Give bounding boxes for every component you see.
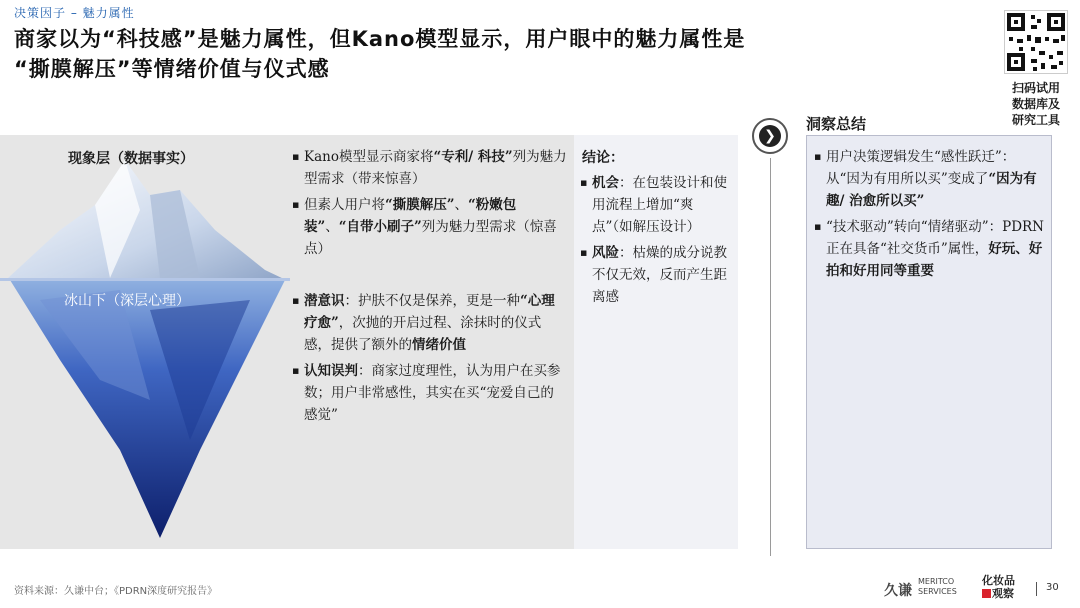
source-note: 资料来源：久谦中台；《PDRN深度研究报告》 (14, 586, 218, 597)
chevron-right-icon[interactable]: ❯ (752, 118, 788, 154)
page-separator (1036, 582, 1037, 596)
title-line-1: 商家以为“科技感”是魅力属性，但Kano模型显示，用户眼中的魅力属性是 (14, 27, 746, 51)
page-title (14, 24, 894, 84)
iceberg-label-below: 冰山下（深层心理） (64, 293, 190, 309)
list-item: ▪ 认知误判：商家过度理性，认为用户在买参数；用户非常感性，其实在买“宠爱自己的感觉” (292, 360, 562, 426)
conclusion-list (580, 172, 732, 312)
list-item: ▪ “技术驱动”转向“情绪驱动”：PDRN正在具备“社交货币”属性，好玩、好拍和好用同等重要 (814, 216, 1046, 282)
insight-label: 洞察总结 (806, 115, 867, 133)
divider (770, 158, 771, 556)
list-item: ▪ 风险：枯燥的成分说教不仅无效，反而产生距离感 (580, 242, 732, 308)
list-item: ▪ 用户决策逻辑发生“感性跃迁”：从“因为有用所以买”变成了“因为有趣/ 治愈所以买” (814, 146, 1046, 212)
insight-list (814, 146, 1046, 286)
breadcrumb: 决策因子 – 魅力属性 (14, 6, 135, 20)
deep-psychology-list (292, 290, 562, 430)
conclusion-title: 结论： (582, 150, 624, 166)
page-number: 30 (1046, 582, 1059, 593)
iceberg-label-above: 现象层（数据事实） (68, 151, 194, 167)
iceberg-illustration (0, 150, 290, 542)
title-line-2: “撕膜解压”等情绪价值与仪式感 (14, 57, 330, 81)
list-item: ▪ 机会：在包装设计和使用流程上增加“爽点”（如解压设计） (580, 172, 732, 238)
list-item: ▪ Kano模型显示商家将“专利/ 科技”列为魅力型需求（带来惊喜） (292, 146, 568, 190)
list-item: ▪ 潜意识：护肤不仅是保养，更是一种“心理疗愈”，次抛的开启过程、涂抹时的仪式感，提供了额外的情绪价值 (292, 290, 562, 356)
qr-caption: 扫码试用 数据库及 研究工具 (1011, 81, 1060, 127)
meritco-logo: 久谦 (884, 583, 912, 599)
meritco-logo-sub: MERITCO SERVICES (918, 577, 957, 596)
cosmetics-observer-logo: 化妆品 观察 (982, 574, 1015, 600)
list-item: ▪ 但素人用户将“撕膜解压”、“粉嫩包装”、“自带小刷子”列为魅力型需求（惊喜点） (292, 194, 568, 260)
phenomenon-list (292, 146, 568, 264)
qr-code-icon[interactable] (1004, 10, 1068, 74)
